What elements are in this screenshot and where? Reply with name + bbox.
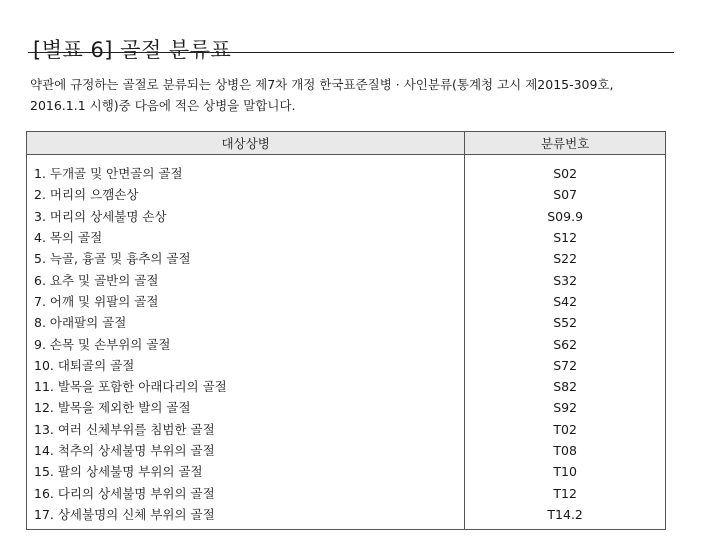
classification-code-cell: T08 xyxy=(465,440,666,461)
table-row xyxy=(27,482,666,503)
intro-line-1: 약관에 규정하는 골절로 분류되는 상병은 제7차 개정 한국표준질병 · 사인분류(통계청 고시 제2015-309호, xyxy=(30,77,614,92)
classification-code-cell: S52 xyxy=(465,312,666,333)
disease-name-cell: 12. 발목을 제외한 발의 골절 xyxy=(27,397,465,418)
disease-name-cell: 10. 대퇴골의 골절 xyxy=(27,355,465,376)
classification-code-cell: T12 xyxy=(465,482,666,503)
disease-name-cell: 15. 팔의 상세불명 부위의 골절 xyxy=(27,461,465,482)
table-row xyxy=(27,227,666,248)
disease-name-cell: 4. 목의 골절 xyxy=(27,227,465,248)
page-title: [별표 6] 골절 분류표 xyxy=(33,38,232,63)
table-row xyxy=(27,355,666,376)
classification-code-cell: S12 xyxy=(465,227,666,248)
disease-name-cell: 11. 발목을 포함한 아래다리의 골절 xyxy=(27,376,465,397)
classification-code-cell: S02 xyxy=(465,155,666,185)
table-row xyxy=(27,440,666,461)
disease-name-cell: 6. 요추 및 골반의 골절 xyxy=(27,269,465,290)
table-row xyxy=(27,155,666,185)
table-row xyxy=(27,461,666,482)
classification-code-cell: S22 xyxy=(465,248,666,269)
table-row xyxy=(27,184,666,205)
intro-line-2: 2016.1.1 시행)중 다음에 적은 상병을 말합니다. xyxy=(30,98,296,113)
classification-code-cell: S32 xyxy=(465,269,666,290)
header-disease-name: 대상상병 xyxy=(27,132,465,155)
table-row xyxy=(27,419,666,440)
classification-code-cell: T02 xyxy=(465,419,666,440)
classification-code-cell: S42 xyxy=(465,291,666,312)
table-body xyxy=(27,155,666,530)
disease-name-cell: 13. 여러 신체부위를 침범한 골절 xyxy=(27,419,465,440)
table-row xyxy=(27,248,666,269)
disease-name-cell: 1. 두개골 및 안면골의 골절 xyxy=(27,155,465,185)
classification-code-cell: T10 xyxy=(465,461,666,482)
disease-name-cell: 14. 척추의 상세불명 부위의 골절 xyxy=(27,440,465,461)
intro-paragraph xyxy=(30,74,678,116)
disease-name-cell: 3. 머리의 상세불명 손상 xyxy=(27,206,465,227)
disease-name-cell: 7. 어깨 및 위팔의 골절 xyxy=(27,291,465,312)
classification-code-cell: S82 xyxy=(465,376,666,397)
disease-name-cell: 17. 상세불명의 신체 부위의 골절 xyxy=(27,504,465,530)
classification-code-cell: S92 xyxy=(465,397,666,418)
header-classification-code: 분류번호 xyxy=(465,132,666,155)
disease-name-cell: 8. 아래팔의 골절 xyxy=(27,312,465,333)
classification-code-cell: S09.9 xyxy=(465,206,666,227)
table-row xyxy=(27,504,666,530)
classification-code-cell: S62 xyxy=(465,333,666,354)
disease-name-cell: 2. 머리의 으깸손상 xyxy=(27,184,465,205)
table-row xyxy=(27,312,666,333)
fracture-classification-table xyxy=(26,131,666,530)
disease-name-cell: 5. 늑골, 흉골 및 흉추의 골절 xyxy=(27,248,465,269)
table-row xyxy=(27,269,666,290)
disease-name-cell: 16. 다리의 상세불명 부위의 골절 xyxy=(27,482,465,503)
table-row xyxy=(27,376,666,397)
classification-code-cell: S72 xyxy=(465,355,666,376)
table-row xyxy=(27,397,666,418)
table-row xyxy=(27,291,666,312)
classification-code-cell: T14.2 xyxy=(465,504,666,530)
title-divider xyxy=(28,52,674,53)
disease-name-cell: 9. 손목 및 손부위의 골절 xyxy=(27,333,465,354)
table-row xyxy=(27,333,666,354)
table-row xyxy=(27,206,666,227)
classification-code-cell: S07 xyxy=(465,184,666,205)
table-header-row xyxy=(27,132,666,155)
